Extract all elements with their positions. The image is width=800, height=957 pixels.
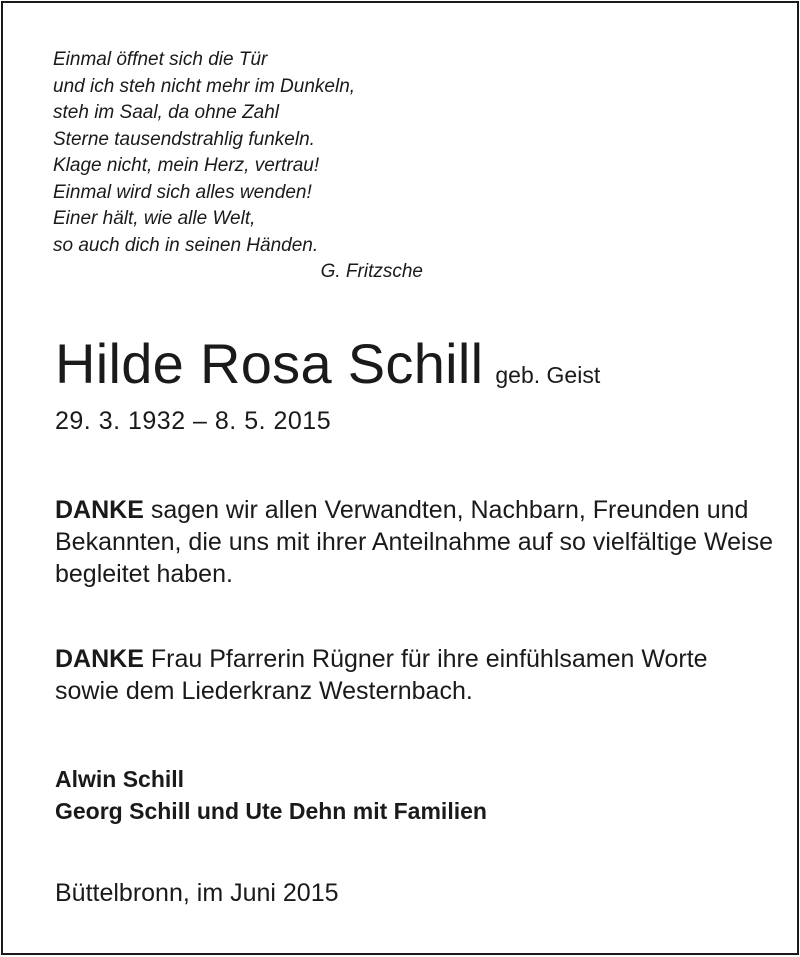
signer: Georg Schill und Ute Dehn mit Familien bbox=[55, 798, 487, 824]
thanks-lead: DANKE bbox=[55, 645, 144, 673]
poem-author: G. Fritzsche bbox=[320, 261, 423, 282]
signer: Alwin Schill bbox=[55, 766, 185, 792]
deceased-heading bbox=[55, 331, 600, 396]
poem-line: steh im Saal, da ohne Zahl bbox=[53, 102, 280, 123]
thanks-paragraph bbox=[55, 643, 775, 707]
poem-line: Einmal öffnet sich die Tür bbox=[53, 49, 268, 70]
maiden-name: geb. Geist bbox=[495, 362, 601, 388]
poem-line: und ich steh nicht mehr im Dunkeln, bbox=[53, 75, 356, 97]
life-dates: 29. 3. 1932 – 8. 5. 2015 bbox=[55, 407, 332, 435]
thanks-text: sagen wir allen Verwandten, Nachbarn, Freunden und Bekannten, die uns mit ihrer Anteilnahme auf so vielfältige Weise begleitet haben. bbox=[55, 496, 773, 588]
poem-line: Klage nicht, mein Herz, vertrau! bbox=[53, 155, 320, 176]
poem-line: Einmal wird sich alles wenden! bbox=[53, 181, 312, 203]
poem-line: Sterne tausendstrahlig funkeln. bbox=[53, 128, 315, 150]
poem-line: so auch dich in seinen Händen. bbox=[53, 234, 319, 256]
thanks-paragraph bbox=[55, 494, 775, 590]
poem bbox=[53, 47, 433, 286]
signers bbox=[55, 763, 487, 827]
poem-line: Einer hält, wie alle Welt, bbox=[53, 208, 256, 229]
deceased-name: Hilde Rosa Schill bbox=[55, 332, 484, 395]
thanks-lead: DANKE bbox=[55, 496, 144, 524]
thanks-text: Frau Pfarrerin Rügner für ihre einfühlsamen Worte sowie dem Liederkranz Westernbach. bbox=[55, 645, 708, 705]
place-date: Büttelbronn, im Juni 2015 bbox=[55, 879, 339, 907]
obituary-notice bbox=[1, 1, 799, 955]
